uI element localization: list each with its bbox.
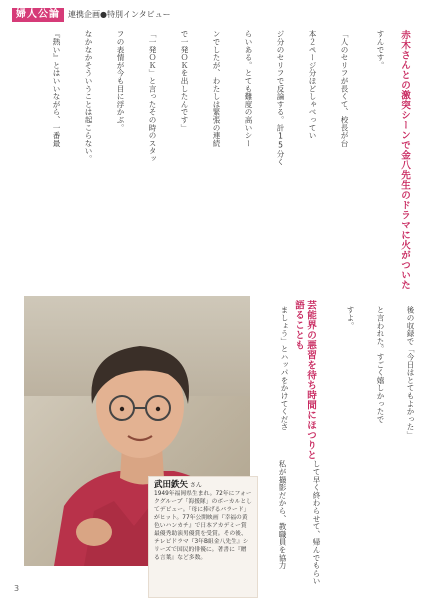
body-column: 『熱い』とはいいながら、一番最 <box>52 30 61 147</box>
profile-honorific: さん <box>189 482 202 489</box>
page-header <box>12 8 171 22</box>
body-column: 「人のセリフが長くて、校長が台 <box>340 30 349 147</box>
body-column: で一発ＯＫを出したんです」 <box>180 30 189 132</box>
body-column: 「一発ＯＫ」と言ったその時のスタッ <box>148 30 157 163</box>
body-column: して早く終わらせて、帰んでもらい <box>312 460 321 585</box>
body-column: ンでしたが、わたしは緊張の連続 <box>212 30 221 147</box>
body-column: らいある。とても難度の高いシー <box>244 30 253 147</box>
page-number: 3 <box>14 584 20 593</box>
body-column: 私が撮影だから、教職員を協力 <box>278 460 287 570</box>
body-column: と言われた。すごく嬉しかったで <box>376 306 385 423</box>
body-column: ジ分のセリフで反論する。計15分く <box>276 30 285 166</box>
body-column: 本２ページ分ほどしゃべってい <box>308 30 317 140</box>
body-column: すよ。 <box>346 306 355 330</box>
profile-text: 1949年福岡県生まれ。72年にフォークグループ「海援隊」のボーカルとしてデビュー。「母に捧げるバラード」がヒット。77年公開映画『幸福の黄色いハンカチ』で日本アカデミー賞最優秀助演男優賞を受賞。その後、テレビドラマ『3年B組金八先生』シリーズで国民的俳優に。著書に『贈る言葉』など多数。 <box>154 491 252 561</box>
magazine-logo: 婦人公論 <box>12 8 64 22</box>
profile-box <box>148 476 258 598</box>
series-label: 連携企画●特別インタビュー <box>68 10 171 19</box>
body-column: すんです。 <box>376 30 385 69</box>
headline-top: 赤木さんとの激突シーンで金八先生のドラマに火がついた <box>399 30 410 290</box>
body-column: ましょう」とハッパをかけてくださ <box>280 306 289 431</box>
body-column: フの表情が今も目に浮かぶ。 <box>116 30 125 132</box>
headline-bottom: 芸能界の悪習を待ち時間にほつりと語ることも <box>293 300 316 460</box>
profile-name: 武田鉄矢 <box>154 480 189 490</box>
body-column: なかなかそういうことは起こらない。 <box>84 30 93 163</box>
body-column: 後の収録で「今日はとてもよかった」 <box>406 306 415 439</box>
